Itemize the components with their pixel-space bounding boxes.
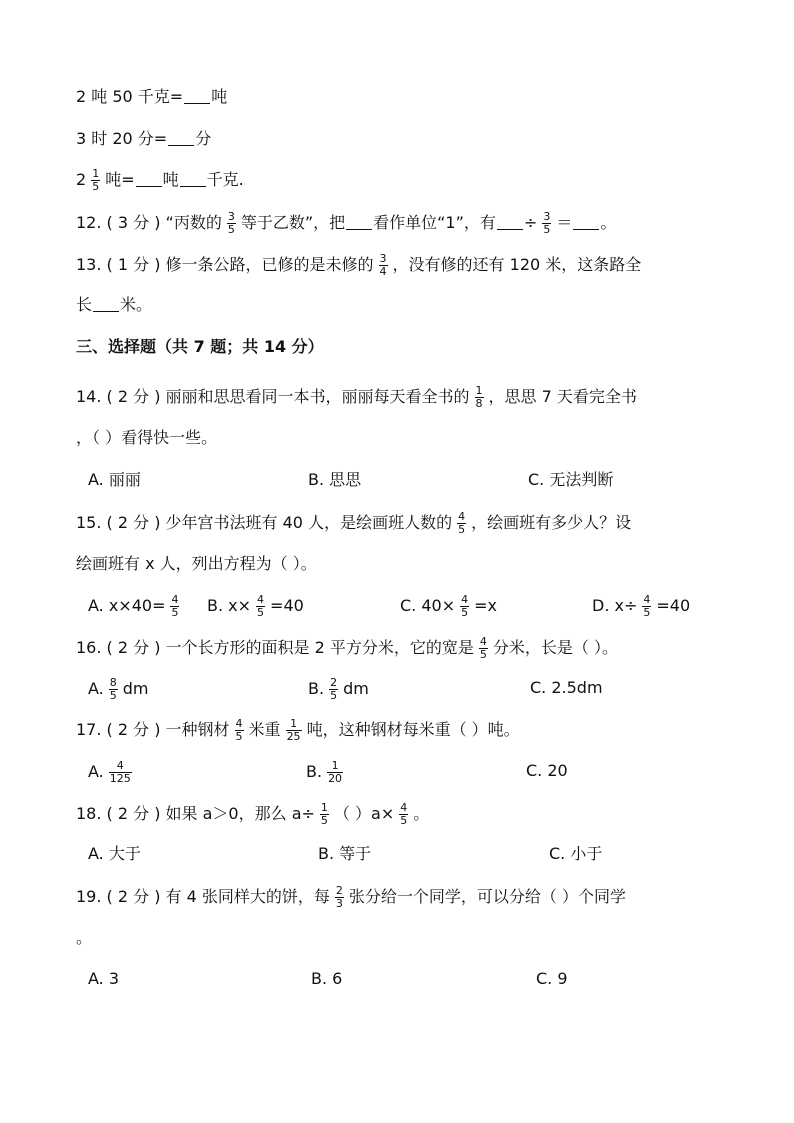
section-heading: 三、选择题（共 7 题；共 14 分） (76, 337, 324, 356)
fraction: $\frac{1}{25}$ (286, 717, 301, 743)
fraction: $\frac{4}{5}$ (257, 593, 265, 619)
fraction: $\frac{4}{5}$ (643, 593, 651, 619)
q19-option-a[interactable]: A. 3 (88, 969, 120, 988)
question-15: 15. ( 2 分 ) 少年宫书法班有 40 人，是绘画班人数的 $\frac{4}{5}$ ，绘画班有多少人？设 (76, 510, 632, 536)
question-15-cont: 绘画班有 x 人，列出方程为（ ）。 (76, 554, 317, 573)
line-mixed-ton-conversion: 2 $\frac{1}{5}$ 吨= 吨 千克. (76, 167, 244, 193)
answer-blank[interactable] (573, 213, 599, 230)
q14-option-a[interactable]: A. 丽丽 (88, 470, 141, 489)
answer-blank[interactable] (184, 87, 210, 104)
fraction: $\frac{1}{5}$ (92, 167, 100, 193)
q16-option-b[interactable]: B. $\frac{2}{5}$ dm (308, 676, 369, 702)
answer-blank[interactable] (136, 170, 162, 187)
fraction: $\frac{4}{5}$ (458, 510, 466, 536)
question-16: 16. ( 2 分 ) 一个长方形的面积是 2 平方分米，它的宽是 $\frac{4}{5}$ 分米，长是（ ）。 (76, 635, 618, 661)
fraction: $\frac{2}{5}$ (330, 676, 338, 702)
q16-option-a[interactable]: A. $\frac{8}{5}$ dm (88, 676, 149, 702)
question-19-cont: 。 (76, 928, 93, 947)
answer-blank[interactable] (168, 129, 194, 146)
q18-option-c[interactable]: C. 小于 (549, 844, 603, 863)
fraction: $\frac{4}{5}$ (400, 801, 408, 827)
fraction: $\frac{3}{4}$ (379, 252, 387, 278)
answer-blank[interactable] (93, 295, 119, 312)
fraction: $\frac{4}{5}$ (171, 593, 179, 619)
answer-blank[interactable] (346, 213, 372, 230)
fraction: $\frac{1}{5}$ (320, 801, 328, 827)
question-12: 12. ( 3 分 ) “丙数的 $\frac{3}{5}$ 等于乙数”，把 看作单位“1”，有 ÷ $\frac{3}{5}$ ＝ 。 (76, 210, 617, 236)
q14-option-c[interactable]: C. 无法判断 (528, 470, 614, 489)
fraction: $\frac{2}{3}$ (335, 884, 343, 910)
line-minute-conversion: 3 时 20 分= 分 (76, 129, 212, 148)
q16-option-c[interactable]: C. 2.5dm (530, 678, 603, 697)
q18-option-b[interactable]: B. 等于 (318, 844, 372, 863)
q19-option-c[interactable]: C. 9 (536, 969, 568, 988)
q17-option-a[interactable]: A. $\frac{4}{125}$ (88, 759, 131, 785)
fraction: $\frac{4}{5}$ (479, 635, 487, 661)
question-13-cont: 长 米。 (76, 295, 153, 314)
q18-option-a[interactable]: A. 大于 (88, 844, 141, 863)
q15-option-a[interactable]: A. x×40= $\frac{4}{5}$ (88, 593, 179, 619)
fraction: $\frac{3}{5}$ (543, 210, 551, 236)
q15-option-b[interactable]: B. x× $\frac{4}{5}$ =40 (207, 593, 304, 619)
question-14-cont: ，（ ）看得快一些。 (76, 428, 218, 447)
q17-option-c[interactable]: C. 20 (526, 761, 568, 780)
question-18: 18. ( 2 分 ) 如果 a＞0，那么 a÷ $\frac{1}{5}$ （ ）a× $\frac{4}{5}$ 。 (76, 801, 430, 827)
q14-option-b[interactable]: B. 思思 (308, 470, 362, 489)
question-13: 13. ( 1 分 ) 修一条公路，已修的是未修的 $\frac{3}{4}$ ，没有修的还有 120 米，这条路全 (76, 252, 642, 278)
answer-blank[interactable] (497, 213, 523, 230)
fraction: $\frac{3}{5}$ (227, 210, 235, 236)
q17-option-b[interactable]: B. $\frac{1}{20}$ (306, 759, 343, 785)
line-ton-conversion: 2 吨 50 千克= 吨 (76, 87, 228, 106)
fraction: $\frac{1}{8}$ (475, 384, 483, 410)
fraction: $\frac{8}{5}$ (109, 676, 117, 702)
fraction: $\frac{1}{20}$ (328, 759, 343, 785)
question-14: 14. ( 2 分 ) 丽丽和思思看同一本书，丽丽每天看全书的 $\frac{1}{8}$ ，思思 7 天看完全书 (76, 384, 637, 410)
answer-blank[interactable] (180, 170, 206, 187)
q19-option-b[interactable]: B. 6 (311, 969, 343, 988)
fraction: $\frac{4}{5}$ (235, 717, 243, 743)
q15-option-c[interactable]: C. 40× $\frac{4}{5}$ =x (400, 593, 497, 619)
question-19: 19. ( 2 分 ) 有 4 张同样大的饼，每 $\frac{2}{3}$ 张分给一个同学，可以分给（ ）个同学 (76, 884, 626, 910)
fraction: $\frac{4}{125}$ (109, 759, 131, 785)
q15-option-d[interactable]: D. x÷ $\frac{4}{5}$ =40 (592, 593, 691, 619)
fraction: $\frac{4}{5}$ (461, 593, 469, 619)
question-17: 17. ( 2 分 ) 一种钢材 $\frac{4}{5}$ 米重 $\frac{1}{25}$ 吨，这种钢材每米重（ ）吨。 (76, 717, 520, 743)
